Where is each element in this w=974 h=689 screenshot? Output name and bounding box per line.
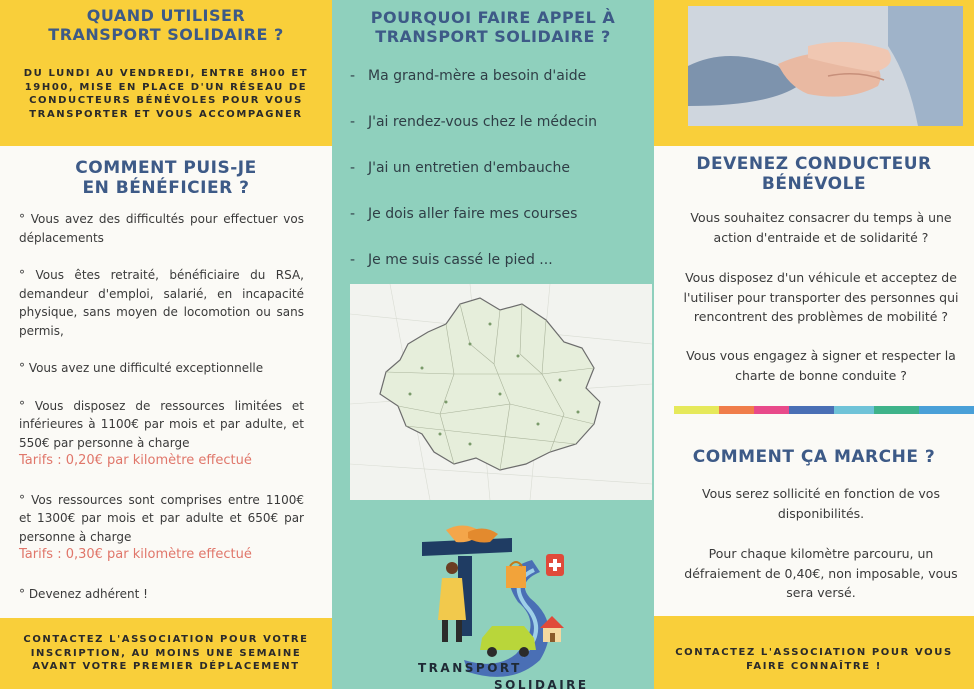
schedule-text: DU LUNDI AU VENDREDI, ENTRE 8H00 ET 19H00, MISE EN PLACE D'UN RÉSEAU DE CONDUCTEURS BÉNÉVOLES POUR VOUS TRANSPORTER ET VOUS ACCOMPAGNER xyxy=(23,68,309,120)
list-item xyxy=(350,114,645,160)
volunteer-paragraph: Vous vous engagez à signer et respecter la charte de bonne conduite ? xyxy=(686,348,956,383)
bullet-dash: - xyxy=(350,160,356,176)
criteria-item: ° Vos ressources sont comprises entre 1100€ et 1300€ par mois et par adulte et 650€ par personne à charge xyxy=(19,492,304,544)
criteria-item: ° Devenez adhérent ! xyxy=(19,586,148,601)
reason-text: Je me suis cassé le pied ... xyxy=(368,252,553,268)
bullet-dash: - xyxy=(350,68,356,84)
photo-band xyxy=(654,0,974,146)
reasons-list xyxy=(350,68,645,298)
list-item xyxy=(350,68,645,114)
bullet-dash: - xyxy=(350,252,356,268)
how-paragraph: Pour chaque kilomètre parcouru, un défraiement de 0,40€, non imposable, vous sera versé. xyxy=(684,546,958,600)
criteria-item: ° Vous avez des difficultés pour effectuer vos déplacements xyxy=(19,212,304,245)
car-icon xyxy=(480,626,536,657)
criteria-item: ° Vous disposez de ressources limitées et inférieures à 1100€ par mois et par adulte, et 550€ par personne à charge xyxy=(19,398,304,450)
tarif-text: Tarifs : 0,20€ par kilomètre effectué xyxy=(19,453,252,468)
panel1-header-band xyxy=(0,0,332,146)
volunteer-title: DEVENEZ CONDUCTEUR BÉNÉVOLE xyxy=(696,154,932,194)
hands-photo xyxy=(688,6,963,126)
medical-icon xyxy=(546,554,564,576)
logo-text-transport: TRANSPORT xyxy=(418,661,522,675)
contact-inscription-band: CONTACTEZ L'ASSOCIATION POUR VOTRE INSCRIPTION, AU MOINS UNE SEMAINE AVANT VOTRE PREMIER DÉPLACEMENT xyxy=(0,618,332,689)
tarif-text: Tarifs : 0,30€ par kilomètre effectué xyxy=(19,547,252,562)
criteria-list xyxy=(19,210,304,622)
how-it-works-title: COMMENT ÇA MARCHE ? xyxy=(692,447,936,467)
criteria-item: ° Vous êtes retraité, bénéficiaire du RSA, demandeur d'emploi, salarié, en incapacité physique, sans moyen de locomotion ou sans permis, xyxy=(19,268,304,338)
reason-text: J'ai un entretien d'embauche xyxy=(368,160,570,176)
how-benefit-title: COMMENT PUIS-JE EN BÉNÉFICIER ? xyxy=(75,158,257,198)
reason-text: J'ai rendez-vous chez le médecin xyxy=(368,114,597,130)
map-image xyxy=(350,284,652,500)
color-stripe xyxy=(674,403,974,417)
reason-text: Ma grand-mère a besoin d'aide xyxy=(368,68,587,84)
bullet-dash: - xyxy=(350,114,356,130)
volunteer-paragraph: Vous disposez d'un véhicule et acceptez de l'utiliser pour transporter des personnes qui rencontrent des problèmes de mobilité ? xyxy=(683,270,959,324)
bullet-dash: - xyxy=(350,206,356,222)
list-item xyxy=(350,206,645,252)
handshake-icon xyxy=(446,525,498,542)
how-paragraph: Vous serez sollicité en fonction de vos disponibilités. xyxy=(702,486,940,521)
panel-pourquoi xyxy=(332,0,654,689)
reason-text: Je dois aller faire mes courses xyxy=(368,206,578,222)
volunteer-paragraph: Vous souhaitez consacrer du temps à une action d'entraide et de solidarité ? xyxy=(690,210,952,245)
why-title: POURQUOI FAIRE APPEL À TRANSPORT SOLIDAIRE ? xyxy=(370,8,616,46)
criteria-item: ° Vous avez une difficulté exceptionnelle xyxy=(19,361,264,375)
panel-conducteur xyxy=(654,0,974,689)
list-item xyxy=(350,160,645,206)
contact-volunteer-band: CONTACTEZ L'ASSOCIATION POUR VOUS FAIRE CONNAÎTRE ! xyxy=(654,616,974,689)
when-title: QUAND UTILISER TRANSPORT SOLIDAIRE ? xyxy=(48,6,284,44)
logo-text-solidaire: SOLIDAIRE xyxy=(494,678,589,689)
panel-beneficiaires xyxy=(0,0,332,689)
